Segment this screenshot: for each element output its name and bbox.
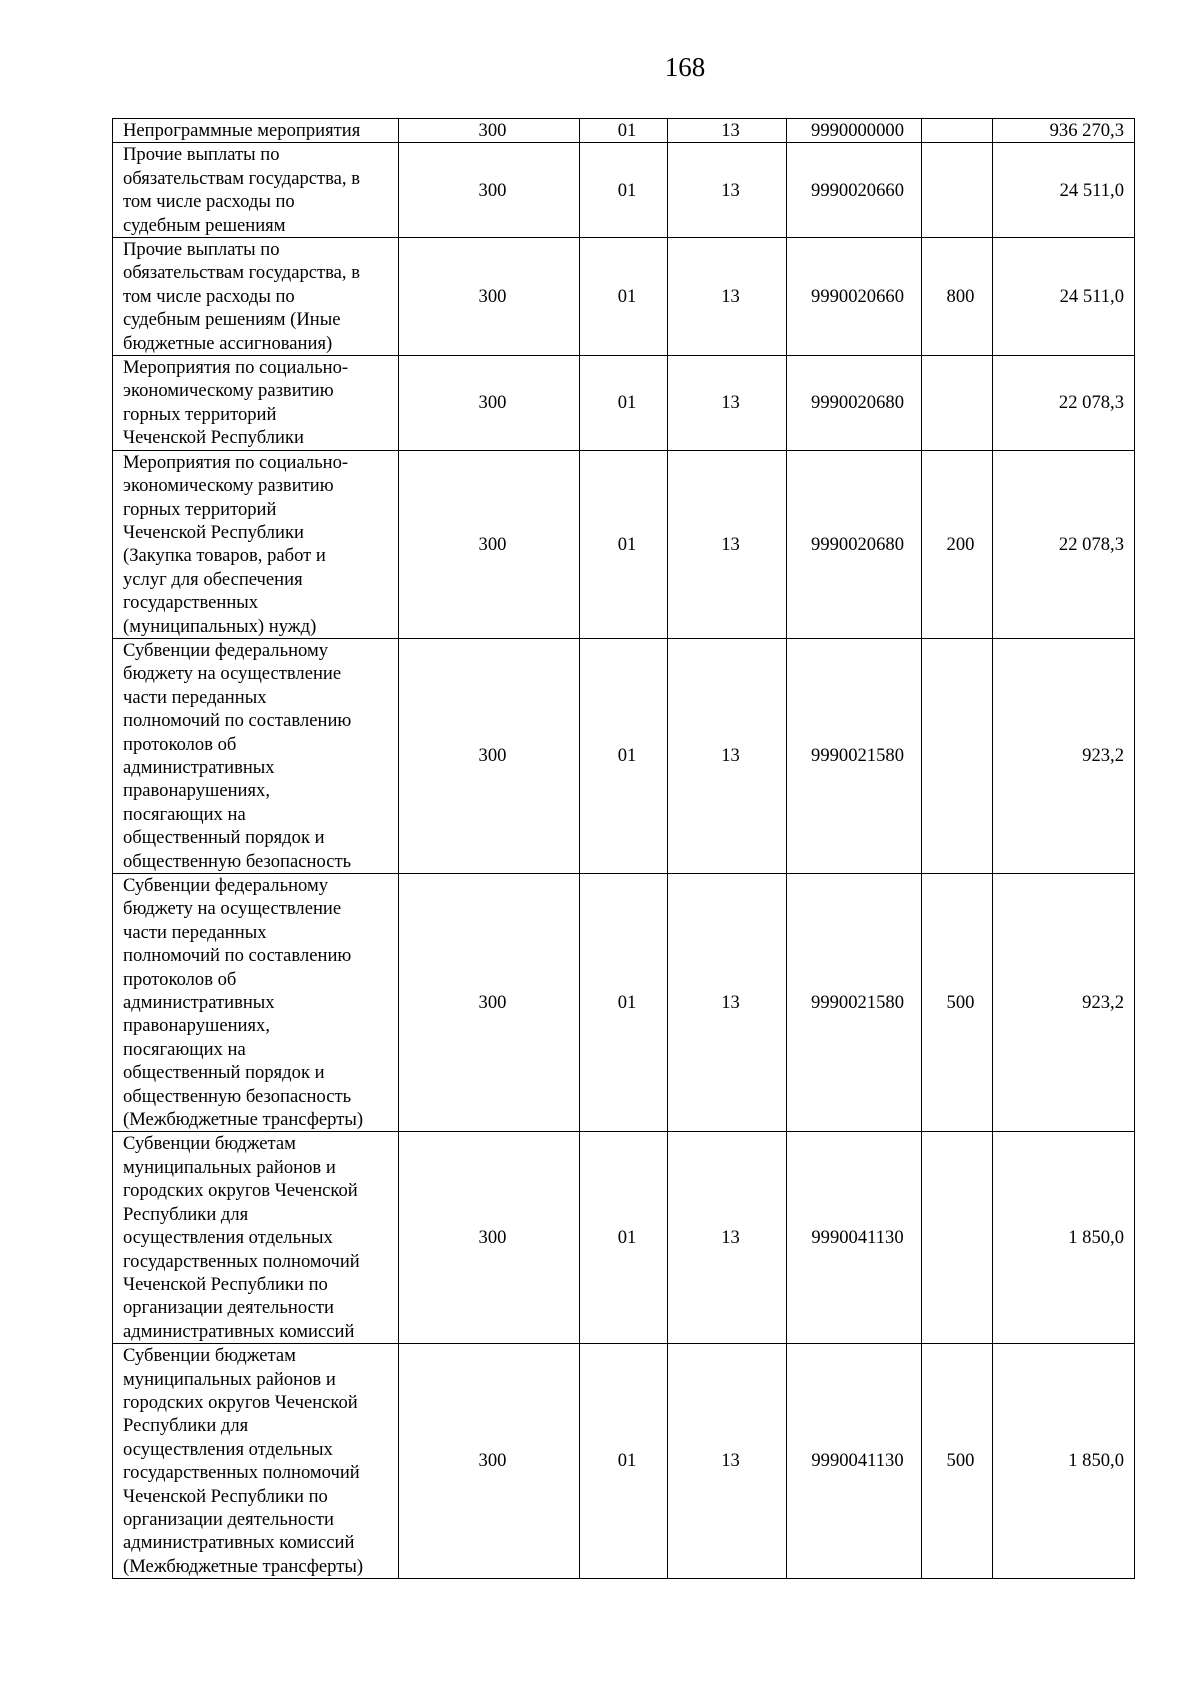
item-name-line: том числе расходы по [123, 191, 295, 213]
item-name-line: общественную безопасность [123, 850, 352, 872]
amount-cell: 936 270,3 [993, 119, 1135, 143]
item-name-line: административных комиссий [123, 1320, 355, 1342]
item-name-cell [113, 450, 399, 638]
amount-cell: 24 511,0 [993, 238, 1135, 356]
section-code-cell: 01 [580, 356, 668, 451]
table-row [113, 119, 1135, 143]
item-name-line: правонарушениях, [123, 1015, 270, 1037]
item-name-line: Чеченской Республики [123, 521, 304, 543]
section-code-cell: 01 [580, 238, 668, 356]
item-name-line: том числе расходы по [123, 285, 295, 307]
item-name-line: Чеченской Республики [123, 427, 304, 449]
item-name-line: Субвенции бюджетам [123, 1345, 296, 1367]
item-name-line: Мероприятия по социально- [123, 357, 349, 379]
page-number: 168 [664, 52, 706, 82]
item-name-line: судебным решениям [123, 214, 286, 236]
item-name-line: Субвенции федеральному [123, 875, 329, 896]
item-name-line: Непрограммные мероприятия [123, 120, 361, 141]
item-name-line: части переданных [123, 686, 267, 708]
item-name-line: (Межбюджетные трансферты) [123, 1109, 364, 1131]
target-item-code-cell: 9990041130 [787, 1132, 922, 1344]
section-code-cell: 01 [580, 874, 668, 1132]
expense-type-code-cell [922, 143, 993, 238]
ministry-code-cell: 300 [399, 1132, 580, 1344]
subsection-code-cell: 13 [668, 143, 787, 238]
amount-cell: 923,2 [993, 874, 1135, 1132]
item-name-line: организации деятельности [123, 1297, 334, 1319]
expense-type-code-cell: 500 [922, 874, 993, 1132]
item-name-line: горных территорий [123, 498, 277, 520]
item-name-line: административных [123, 756, 275, 778]
section-code-cell: 01 [580, 1132, 668, 1344]
subsection-code-cell: 13 [668, 1344, 787, 1579]
ministry-code-cell: 300 [399, 1344, 580, 1579]
expense-type-code-cell [922, 356, 993, 451]
section-code-cell: 01 [580, 1344, 668, 1579]
target-item-code-cell: 9990020660 [787, 143, 922, 238]
table-row [113, 638, 1135, 873]
item-name-line: государственных полномочий [123, 1250, 360, 1272]
item-name-line: осуществления отдельных [123, 1438, 333, 1460]
item-name-line: Чеченской Республики по [123, 1485, 328, 1507]
target-item-code-cell: 9990021580 [787, 874, 922, 1132]
item-name-line: муниципальных районов и [123, 1368, 336, 1390]
item-name-line: общественную безопасность [123, 1085, 352, 1107]
subsection-code-cell: 13 [668, 874, 787, 1132]
item-name-line: посягающих на [123, 803, 246, 825]
item-name-line: Мероприятия по социально- [123, 451, 349, 473]
item-name-cell [113, 119, 399, 143]
item-name-line: Прочие выплаты по [123, 144, 280, 166]
table-row [113, 450, 1135, 638]
subsection-code-cell: 13 [668, 638, 787, 873]
item-name-line: организации деятельности [123, 1508, 334, 1530]
item-name-line: услуг для обеспечения [123, 568, 303, 590]
amount-cell: 22 078,3 [993, 450, 1135, 638]
item-name-cell [113, 143, 399, 238]
target-item-code-cell: 9990020680 [787, 450, 922, 638]
target-item-code-cell: 9990020660 [787, 238, 922, 356]
item-name-line: (Закупка товаров, работ и [123, 545, 326, 567]
item-name-line: административных комиссий [123, 1532, 355, 1554]
table-row [113, 356, 1135, 451]
table-row [113, 1344, 1135, 1579]
table-row [113, 143, 1135, 238]
subsection-code-cell: 13 [668, 356, 787, 451]
item-name-line: бюджету на осуществление [123, 663, 342, 685]
ministry-code-cell: 300 [399, 874, 580, 1132]
subsection-code-cell: 13 [668, 1132, 787, 1344]
item-name-line: государственных [123, 592, 259, 614]
item-name-line: части переданных [123, 921, 267, 943]
table-row [113, 874, 1135, 1132]
item-name-line: Субвенции федеральному [123, 639, 329, 661]
amount-cell: 1 850,0 [993, 1132, 1135, 1344]
item-name-line: обязательствам государства, в [123, 262, 360, 284]
item-name-line: Прочие выплаты по [123, 239, 280, 261]
item-name-line: муниципальных районов и [123, 1156, 336, 1178]
subsection-code-cell: 13 [668, 238, 787, 356]
item-name-line: бюджетные ассигнования) [123, 332, 333, 354]
expense-type-code-cell [922, 638, 993, 873]
item-name-line: (Межбюджетные трансферты) [123, 1555, 364, 1577]
table-row [113, 1132, 1135, 1344]
item-name-line: административных [123, 992, 275, 1014]
item-name-cell [113, 874, 399, 1132]
item-name-line: Субвенции бюджетам [123, 1133, 296, 1155]
ministry-code-cell: 300 [399, 119, 580, 143]
item-name-line: государственных полномочий [123, 1462, 360, 1484]
item-name-cell [113, 356, 399, 451]
target-item-code-cell: 9990020680 [787, 356, 922, 451]
subsection-code-cell: 13 [668, 119, 787, 143]
item-name-line: Чеченской Республики по [123, 1273, 328, 1295]
ministry-code-cell: 300 [399, 638, 580, 873]
item-name-line: горных территорий [123, 403, 277, 425]
expense-type-code-cell: 800 [922, 238, 993, 356]
item-name-cell [113, 638, 399, 873]
item-name-line: полномочий по составлению [123, 710, 352, 732]
item-name-line: городских округов Чеченской [123, 1391, 358, 1413]
budget-table-body [113, 119, 1135, 1579]
expense-type-code-cell: 200 [922, 450, 993, 638]
item-name-line: протоколов об [123, 968, 237, 990]
amount-cell: 923,2 [993, 638, 1135, 873]
section-code-cell: 01 [580, 119, 668, 143]
item-name-line: правонарушениях, [123, 780, 270, 802]
expense-type-code-cell [922, 1132, 993, 1344]
ministry-code-cell: 300 [399, 143, 580, 238]
item-name-line: Республики для [123, 1415, 249, 1437]
item-name-line: посягающих на [123, 1038, 246, 1060]
item-name-line: судебным решениям (Иные [123, 309, 341, 331]
item-name-line: Республики для [123, 1203, 249, 1225]
budget-table [112, 118, 1135, 1579]
item-name-line: экономическому развитию [123, 380, 334, 402]
amount-cell: 24 511,0 [993, 143, 1135, 238]
section-code-cell: 01 [580, 638, 668, 873]
item-name-cell [113, 1344, 399, 1579]
ministry-code-cell: 300 [399, 238, 580, 356]
target-item-code-cell: 9990041130 [787, 1344, 922, 1579]
amount-cell: 1 850,0 [993, 1344, 1135, 1579]
item-name-line: экономическому развитию [123, 475, 334, 497]
item-name-line: полномочий по составлению [123, 945, 352, 967]
item-name-line: городских округов Чеченской [123, 1180, 358, 1202]
section-code-cell: 01 [580, 143, 668, 238]
item-name-line: осуществления отдельных [123, 1227, 333, 1249]
expense-type-code-cell: 500 [922, 1344, 993, 1579]
item-name-line: (муниципальных) нужд) [123, 615, 317, 637]
ministry-code-cell: 300 [399, 356, 580, 451]
item-name-cell [113, 1132, 399, 1344]
target-item-code-cell: 9990021580 [787, 638, 922, 873]
expense-type-code-cell [922, 119, 993, 143]
subsection-code-cell: 13 [668, 450, 787, 638]
item-name-line: протоколов об [123, 733, 237, 755]
table-row [113, 238, 1135, 356]
item-name-line: общественный порядок и [123, 827, 325, 849]
section-code-cell: 01 [580, 450, 668, 638]
item-name-cell [113, 238, 399, 356]
amount-cell: 22 078,3 [993, 356, 1135, 451]
target-item-code-cell: 9990000000 [787, 119, 922, 143]
item-name-line: общественный порядок и [123, 1062, 325, 1084]
item-name-line: бюджету на осуществление [123, 898, 342, 920]
item-name-line: обязательствам государства, в [123, 167, 360, 189]
ministry-code-cell: 300 [399, 450, 580, 638]
